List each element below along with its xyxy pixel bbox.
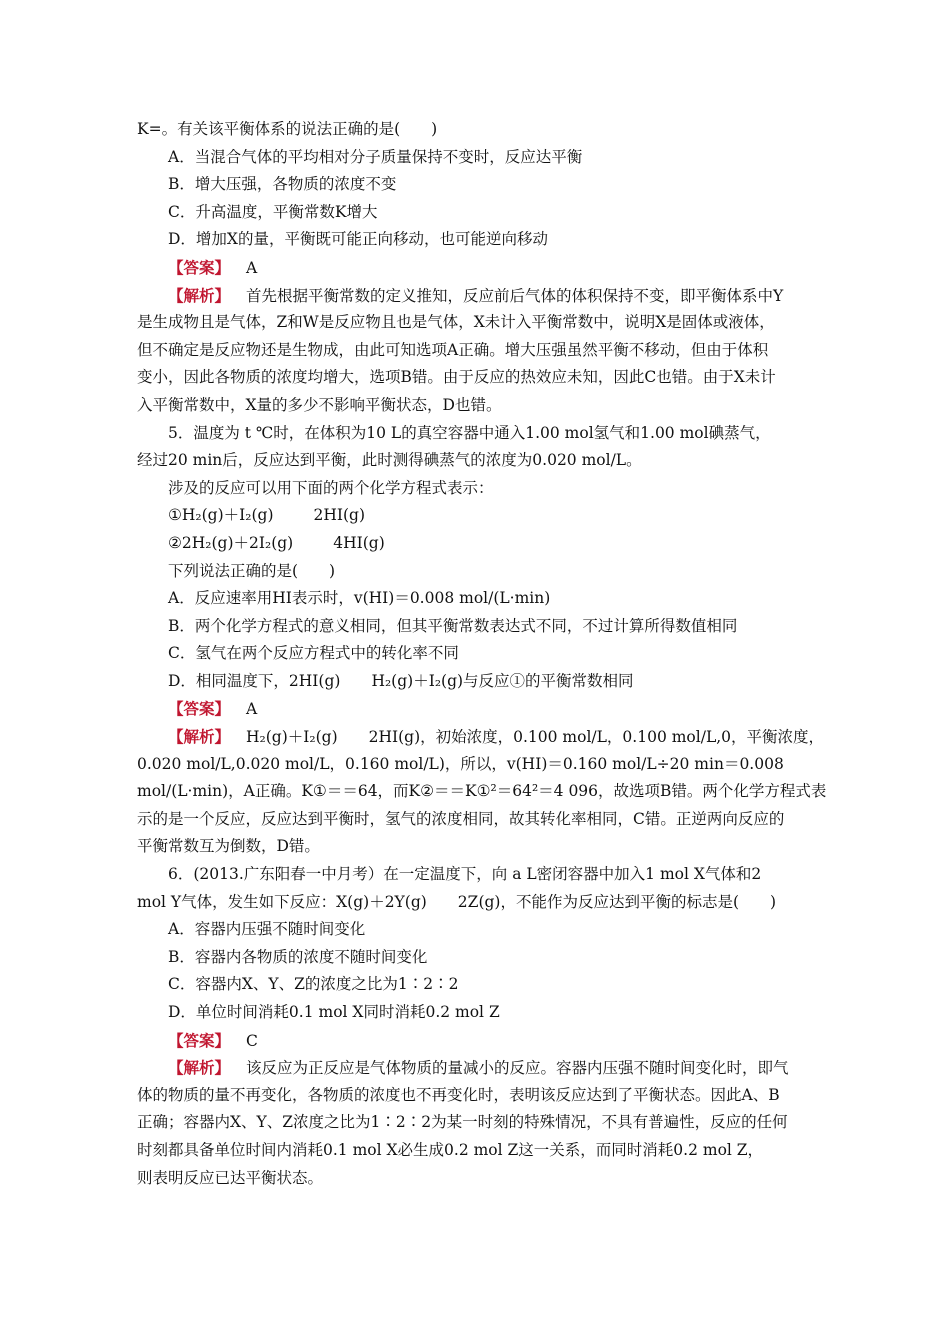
- q6-analysis-line-4: 时刻都具备单位时间内消耗0.1 mol X必生成0.2 mol Z这一关系，而同时消耗0.2 mol Z，: [137, 1140, 764, 1159]
- answer-tag: 【答案】: [168, 1030, 231, 1050]
- q4-answer-line: [137, 254, 817, 282]
- q5-stem-line-3: 涉及的反应可以用下面的两个化学方程式表示：: [168, 478, 494, 497]
- q6-analysis-line-5: 则表明反应已达平衡状态。: [137, 1168, 324, 1187]
- q6-analysis-line-2: 体的物质的量不再变化，各物质的浓度也不再变化时，表明该反应达到了平衡状态。因此A、B: [137, 1085, 780, 1104]
- analysis-tag: 【解析】: [168, 285, 231, 305]
- q4-option-d: D．增加X的量，平衡既可能正向移动，也可能逆向移动: [168, 230, 548, 249]
- q6-answer: C: [246, 1031, 258, 1050]
- q5-analysis-line-1: [137, 723, 825, 751]
- q5-stem-line-1: 5．温度为 t ℃时，在体积为10 L的真空容器中通入1.00 mol氢气和1.00 mol碘蒸气，: [168, 423, 771, 442]
- q4-answer: A: [246, 258, 258, 277]
- q6-stem-line-1: 6．(2013.广东阳春一中月考）在一定温度下，向 a L密闭容器中加入1 mol X气体和2: [168, 865, 762, 884]
- q5-analysis-line-2: 0.020 mol/L,0.020 mol/L，0.160 mol/L)，所以，v(HI)＝0.160 mol/L÷20 min＝0.008: [137, 754, 784, 773]
- q6-analysis-line-3: 正确；容器内X、Y、Z浓度之比为1∶2∶2为某一时刻的特殊情况，不具有普遍性，反应的任何: [137, 1113, 788, 1132]
- q5-analysis-line-5: 平衡常数互为倒数，D错。: [137, 837, 320, 856]
- q6-option-a: A．容器内压强不随时间变化: [168, 920, 366, 939]
- q5-option-c: C．氢气在两个反应方程式中的转化率不同: [168, 644, 459, 663]
- answer-tag: 【答案】: [168, 699, 231, 719]
- q4-analysis-text: 首先根据平衡常数的定义推知，反应前后气体的体积保持不变，即平衡体系中Y: [246, 286, 784, 305]
- q5-analysis-line-3: mol/(L·min)，A正确。K①＝＝64，而K②＝＝K①²＝64²＝4 096，故选项B错。两个化学方程式表: [137, 782, 827, 801]
- q4-stem: K=。有关该平衡体系的说法正确的是( ): [137, 120, 438, 138]
- q6-analysis-text: 该反应为正反应是气体物质的量减小的反应。容器内压强不随时间变化时，即气: [246, 1059, 789, 1078]
- q5-question: 下列说法正确的是( ): [168, 561, 336, 580]
- q5-analysis-text: H₂(g)＋I₂(g) 2HI(g)，初始浓度，0.100 mol/L，0.100 mol/L,0，平衡浓度，: [246, 728, 825, 747]
- page-content: [137, 116, 827, 1192]
- q5-stem-line-2: 经过20 min后，反应达到平衡，此时测得碘蒸气的浓度为0.020 mol/L。: [137, 451, 642, 470]
- q4-option-a: A．当混合气体的平均相对分子质量保持不变时，反应达平衡: [168, 147, 583, 166]
- q6-option-c: C．容器内X、Y、Z的浓度之比为1∶2∶2: [168, 975, 459, 994]
- q4-analysis-line-2: 是生成物且是气体，Z和W是反应物且也是气体，X未计入平衡常数中，说明X是固体或液体，: [137, 313, 775, 332]
- eq2-left: ②2H₂(g)＋2I₂(g): [168, 533, 294, 552]
- q5-analysis-line-4: 示的是一个反应，反应达到平衡时，氢气的浓度相同，故其转化率相同，C错。正逆两向反应的: [137, 809, 785, 828]
- q6-answer-line: [137, 1027, 817, 1055]
- analysis-tag: 【解析】: [168, 727, 231, 747]
- q6-analysis-line-1: [137, 1054, 817, 1082]
- eq1-right: 2HI(g): [313, 506, 366, 525]
- q4-analysis-line-3: 但不确定是反应物还是生物成，由此可知选项A正确。增大压强虽然平衡不移动，但由于体积: [137, 340, 769, 359]
- q6-option-d: D．单位时间消耗0.1 mol X同时消耗0.2 mol Z: [168, 1003, 500, 1021]
- q4-analysis-line-1: [137, 282, 817, 310]
- q5-equation-1: [137, 502, 817, 530]
- q6-option-b: B．容器内各物质的浓度不随时间变化: [168, 947, 428, 966]
- analysis-tag: 【解析】: [168, 1058, 231, 1078]
- q5-option-a: A．反应速率用HI表示时，v(HI)＝0.008 mol/(L·min): [168, 589, 551, 608]
- q5-equation-2: [137, 530, 817, 558]
- eq1-left: ①H₂(g)＋I₂(g): [168, 506, 274, 525]
- q4-analysis-line-4: 变小，因此各物质的浓度均增大，选项B错。由于反应的热效应未知，因此C也错。由于X未计: [137, 368, 776, 387]
- q4-analysis-line-5: 入平衡常数中，X量的多少不影响平衡状态，D也错。: [137, 395, 502, 414]
- q4-option-c: C．升高温度，平衡常数K增大: [168, 202, 378, 221]
- q6-stem-line-2: mol Y气体，发生如下反应：X(g)＋2Y(g) 2Z(g)，不能作为反应达到平衡的标志是( ): [137, 892, 777, 911]
- q5-answer: A: [246, 700, 258, 719]
- q5-option-b: B．两个化学方程式的意义相同，但其平衡常数表达式不同，不过计算所得数值相同: [168, 616, 738, 635]
- q4-option-b: B．增大压强，各物质的浓度不变: [168, 175, 397, 194]
- answer-tag: 【答案】: [168, 257, 231, 277]
- q5-answer-line: [137, 695, 817, 723]
- q5-option-d: D．相同温度下，2HI(g) H₂(g)＋I₂(g)与反应①的平衡常数相同: [168, 671, 634, 690]
- eq2-right: 4HI(g): [333, 533, 385, 552]
